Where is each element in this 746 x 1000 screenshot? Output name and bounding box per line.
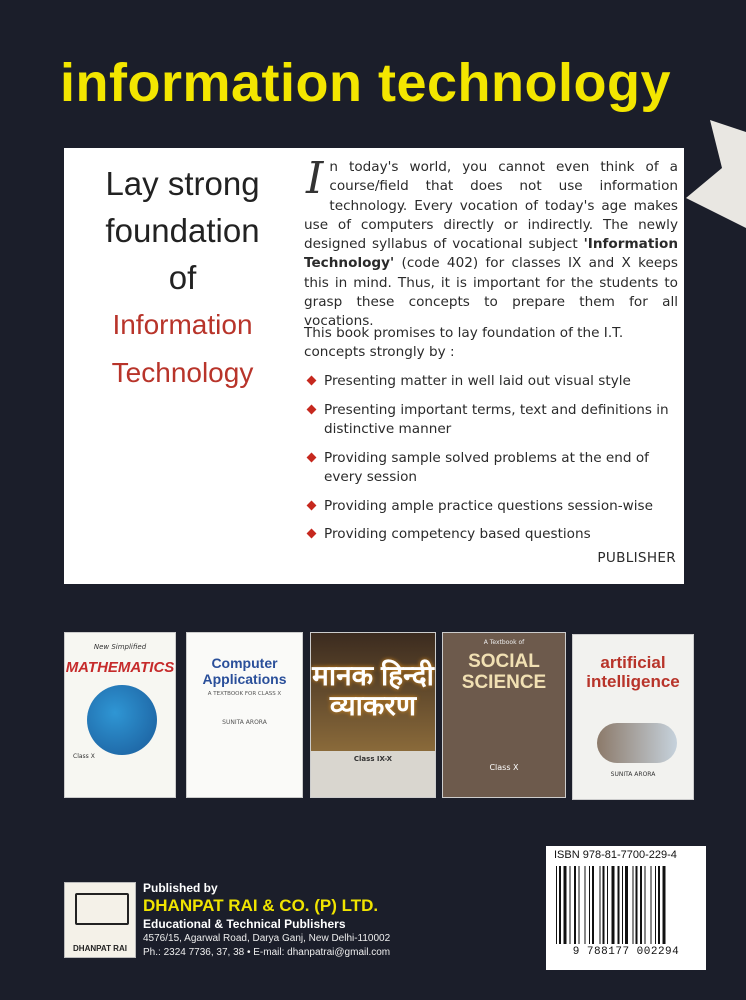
- diamond-bullet-icon: [307, 404, 317, 414]
- book-social-science: [442, 632, 566, 798]
- blurb-panel: [64, 148, 684, 584]
- publisher-logo: [64, 882, 136, 958]
- intro-text: This book promises to lay foundation of the I.T. concepts strongly by :: [304, 325, 624, 360]
- cover-title: information technology: [60, 53, 671, 113]
- isbn-label: ISBN 978-81-7700-229-4: [554, 849, 677, 861]
- publisher-type: Educational & Technical Publishers: [143, 917, 346, 931]
- description-bold: 'Information Technology': [304, 236, 678, 272]
- torn-corner: [686, 120, 746, 240]
- book-subtitle: A Textbook of: [483, 639, 525, 646]
- published-by-label: Published by: [143, 881, 218, 895]
- description-part2: (code 402) for classes IX and X keeps this in mind. Thus, it is important for the students to grasp these concepts to prepare them for all vocations.: [304, 255, 678, 330]
- list-item: Providing sample solved problems at the end of every session: [304, 449, 678, 488]
- diamond-bullet-icon: [307, 376, 317, 386]
- book-title: SOCIAL SCIENCE: [461, 651, 547, 693]
- diamond-bullet-icon: [307, 500, 317, 510]
- book-title: Computer Applications: [202, 655, 287, 687]
- book-logo-icon: [75, 893, 129, 925]
- list-item: Presenting important terms, text and definitions in distinctive manner: [304, 401, 678, 440]
- barcode-icon: [556, 866, 696, 944]
- publisher-name: DHANPAT RAI & CO. (P) LTD.: [143, 896, 379, 915]
- book-title: मानक हिन्दी व्याकरण: [312, 660, 434, 721]
- list-item: Providing competency based questions: [304, 525, 678, 545]
- list-item: Providing ample practice questions session-wise: [304, 497, 678, 517]
- tagline-line1: Lay strong: [105, 165, 260, 202]
- list-item: Presenting matter in well laid out visual style: [304, 372, 678, 392]
- tagline: [80, 160, 285, 397]
- tagline-line2: foundation: [105, 212, 260, 249]
- book-author: SUNITA ARORA: [610, 771, 656, 778]
- drop-cap: I: [306, 153, 324, 204]
- related-books: [64, 632, 694, 802]
- isbn-barcode-box: [546, 846, 706, 970]
- book-class: Class X: [73, 753, 95, 760]
- book-computer-applications: [186, 632, 303, 798]
- feature-list: [304, 372, 678, 554]
- logo-text: DHANPAT RAI: [73, 944, 127, 953]
- cover-art-image: [87, 685, 157, 755]
- tagline-line5: Technology: [111, 357, 254, 388]
- book-artificial-intelligence: [572, 634, 694, 800]
- diamond-bullet-icon: [307, 452, 317, 462]
- cover-art-image: [597, 723, 677, 763]
- book-author: SUNITA ARORA: [222, 719, 267, 726]
- publisher-address: 4576/15, Agarwal Road, Darya Ganj, New Delhi-110002: [143, 933, 391, 944]
- description-paragraph: [304, 153, 678, 332]
- description-part1: n today's world, you cannot even think of a course/field that does not use information technology. Every vocation of today's age makes use of computers directly or indirectly. The newly designed syllabus of vocational subject: [304, 159, 678, 253]
- book-hindi-vyakaran: [310, 632, 436, 798]
- book-title: artificial intelligence: [586, 653, 680, 691]
- publisher-contact: Ph.: 2324 7736, 37, 38 • E-mail: dhanpatrai@gmail.com: [143, 947, 391, 958]
- publisher-signature: PUBLISHER: [597, 550, 676, 566]
- book-class: Class X: [489, 763, 519, 772]
- tagline-line3: of: [168, 259, 197, 296]
- book-title: MATHEMATICS: [65, 659, 175, 676]
- diamond-bullet-icon: [307, 529, 317, 539]
- barcode-digits: 9 788177 002294: [572, 946, 680, 958]
- tagline-line4: Information: [112, 309, 253, 340]
- book-subtitle: A TEXTBOOK FOR CLASS X: [207, 691, 282, 697]
- book-class: Class IX-X: [353, 755, 393, 763]
- book-mathematics: [64, 632, 176, 798]
- publisher-info: [143, 881, 390, 960]
- book-subtitle: New Simplified: [93, 643, 147, 651]
